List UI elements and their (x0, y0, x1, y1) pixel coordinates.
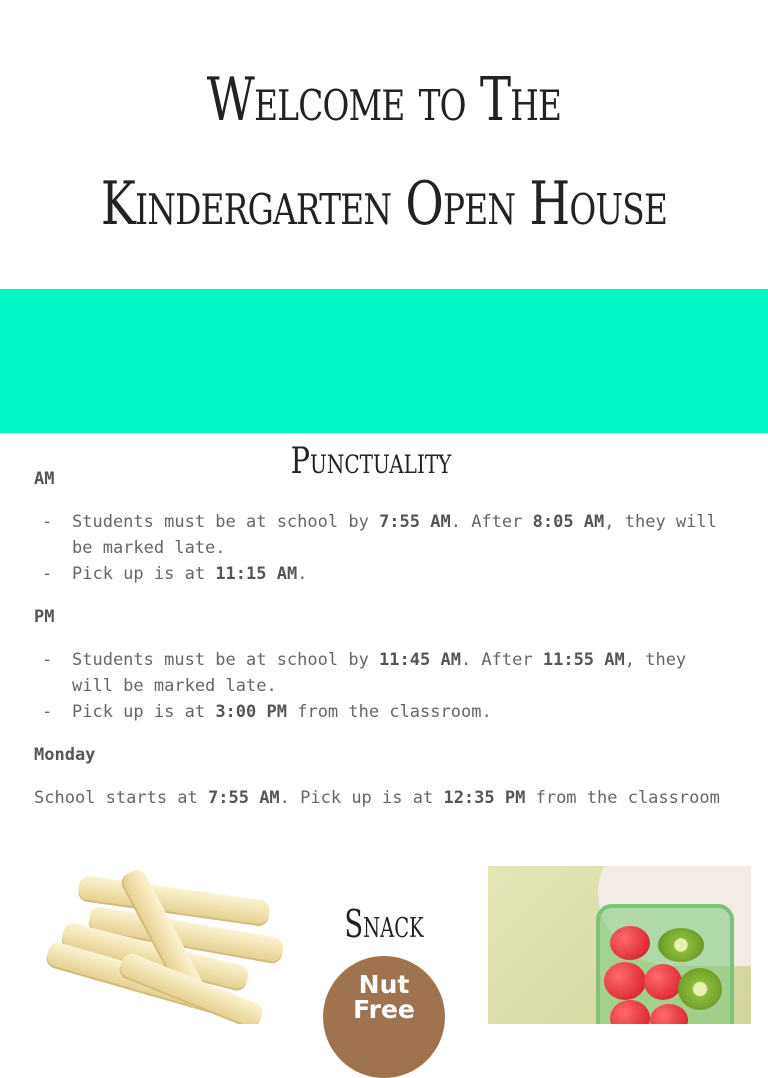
am-label: AM (34, 469, 55, 489)
badge-line-1: Nut (358, 970, 410, 999)
pm-pickup-item: - Pick up is at 3:00 PM from the classroom. (34, 699, 734, 725)
page-title (84, 48, 683, 256)
string-cheese-image (30, 866, 300, 1024)
nut-free-badge (323, 956, 445, 1078)
pm-label: PM (34, 607, 55, 627)
badge-line-2: Free (353, 995, 415, 1024)
am-list (34, 509, 734, 587)
monday-text: School starts at 7:55 AM. Pick up is at 12:35 PM from the classroom (34, 788, 720, 808)
fruit-container-image (488, 866, 751, 1024)
pm-list (34, 647, 734, 725)
title-line-2: Kindergarten Open House (100, 169, 668, 239)
am-arrival-item: - Students must be at school by 7:55 AM. After 8:05 AM, they will be marked late. (34, 509, 734, 561)
monday-label: Monday (34, 745, 96, 765)
container-shape (596, 904, 734, 1024)
punctuality-content (34, 466, 734, 811)
am-pickup-item: - Pick up is at 11:15 AM. (34, 561, 734, 587)
punctuality-heading: Punctuality (290, 441, 452, 482)
title-line-1: Welcome to The (206, 65, 562, 135)
snack-heading: Snack (344, 902, 424, 946)
pm-arrival-item: - Students must be at school by 11:45 AM. After 11:55 AM, they will be marked late. (34, 647, 734, 699)
accent-band (0, 289, 768, 433)
